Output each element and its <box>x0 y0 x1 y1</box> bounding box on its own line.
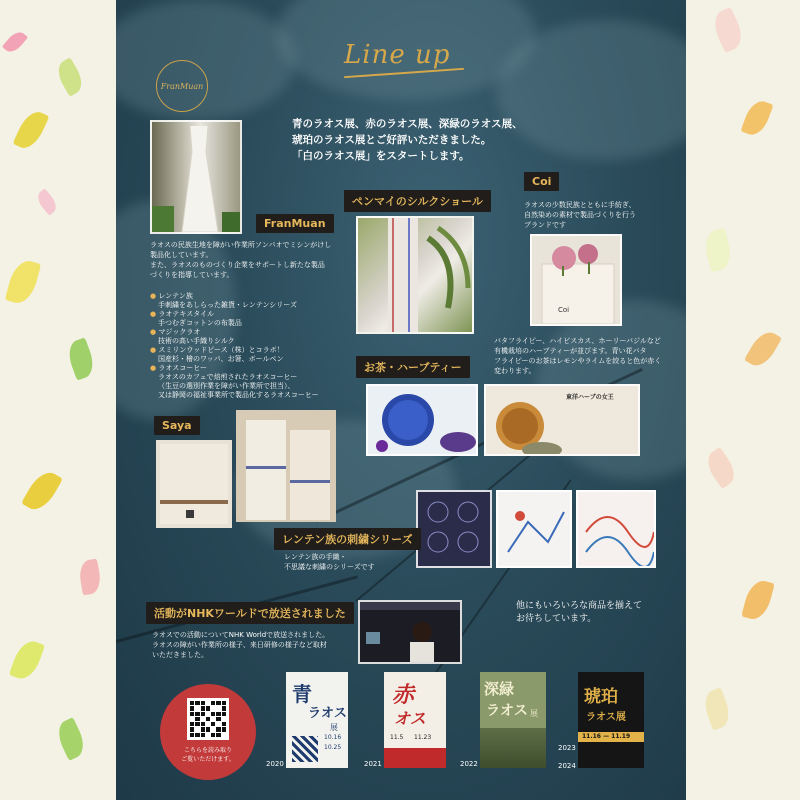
desc-line: 製品化しています。 <box>150 251 213 259</box>
exhibition-poster-green <box>480 672 546 768</box>
tea-tag: お茶・ハーブティー <box>356 356 470 378</box>
more-line: お待ちしています。 <box>516 614 597 624</box>
qr-caption-line: こちらを読み取り <box>183 747 232 754</box>
franmuan-tag: FranMuan <box>256 214 334 233</box>
silk-shawl-tag: ペンマイのシルクショール <box>344 190 491 212</box>
poster-title-part: 深緑 <box>484 680 515 698</box>
poster-title-part: 琥珀 <box>584 687 618 707</box>
desc-line: フライピーのお茶はレモンやライムを絞ると色が赤く <box>494 357 662 365</box>
right-decor-panel <box>686 0 800 800</box>
desc-line: また、ラオスのものづくり企業をサポートし新たな製品 <box>150 261 325 269</box>
desc-line: ラオスの少数民族とともに手紡ぎ、 <box>524 201 636 209</box>
poster-year: 2023 <box>558 744 576 752</box>
nhk-tag: 活動がNHKワールドで放送されました <box>146 602 354 624</box>
franmuan-item-list <box>150 292 319 400</box>
more-line: 他にもいろいろな商品を揃えて <box>516 601 643 611</box>
qr-caption <box>160 746 256 764</box>
item-sub: ラオスのカフェで焙煎されたラオスコーヒー <box>158 373 298 381</box>
desc-line: ラオスの民族生地を障がい作業所ソンパオでミシンがけし <box>150 241 332 249</box>
qr-caption-line: ご覧いただけます。 <box>181 756 235 763</box>
poster-title-part: ラオス <box>486 703 528 719</box>
coi-towel-photo <box>530 234 622 326</box>
tea-photo-caption: 東洋ハーブの女王 <box>566 394 614 401</box>
poster-year: 2024 <box>558 762 576 770</box>
intro-line: 琥珀のラオス展とご好評いただきました。 <box>292 134 492 146</box>
item-title: マジックラオ <box>158 328 201 336</box>
dress-photo <box>150 120 242 234</box>
desc-line: 自然染めの素材で製品づくりを行う <box>524 211 636 219</box>
desc-line: ラオスでの活動についてNHK Worldで放送されました。 <box>152 631 330 639</box>
desc-line: 不思議な刺繍のシリーズです <box>284 563 375 571</box>
bullet-icon: ● <box>150 310 159 318</box>
lineup-heading: Line up <box>344 40 451 70</box>
saya-tag: Saya <box>154 416 200 435</box>
lenten-tag: レンテン族の刺繍シリーズ <box>274 528 421 550</box>
item-sub: 技術の高い手織りシルク <box>158 337 235 345</box>
poster-title-part: 展 <box>330 723 338 732</box>
item-title: ラオスコーヒー <box>158 364 207 372</box>
coi-towel-label: Coi <box>558 306 570 314</box>
intro-line: 「白のラオス展」をスタートします。 <box>292 150 470 162</box>
poster-date: 11.23 <box>414 734 432 741</box>
desc-line: バタフライピー、ハイビスカス、ホーリーバジルなど <box>494 337 661 345</box>
butterfly-pea-tea-photo <box>366 384 478 456</box>
item-title: レンテン族 <box>158 292 193 300</box>
desc-line: づくりを指導しています。 <box>150 271 234 279</box>
desc-line: レンテン族の手織・ <box>284 553 347 561</box>
exhibition-poster-amber <box>578 672 644 768</box>
poster-date: 10.25 <box>324 744 342 751</box>
desc-line: いただきました。 <box>152 651 208 659</box>
bullet-icon: ● <box>150 346 159 354</box>
desc-line: ラオスの障がい作業所の様子、来日研修の様子など取材 <box>152 641 327 649</box>
item-sub: 又は静岡の福祉事業所で製品化するラオスコーヒー <box>158 391 319 399</box>
item-sub: 国産杉・檜のワッパ、お箸、ボールペン <box>158 355 284 363</box>
left-decor-panel <box>0 0 116 800</box>
poster-title-part: 赤 <box>392 683 415 708</box>
nhk-description <box>152 630 329 660</box>
lenten-photo-1 <box>416 490 492 568</box>
coi-tag: Coi <box>524 172 559 191</box>
exhibition-poster-blue <box>286 672 348 768</box>
logo-text: FranMuan <box>160 81 204 91</box>
poster-title-part: ラオス展 <box>586 712 626 723</box>
poster-title-part: オス <box>394 709 426 728</box>
poster-year: 2022 <box>460 760 478 768</box>
franmuan-logo <box>156 60 208 112</box>
poster-title-part: 展 <box>530 709 538 718</box>
saya-photo-2 <box>236 410 336 522</box>
poster-title-part: ラオス <box>308 706 347 721</box>
silk-shawl-photo <box>356 216 474 334</box>
bullet-icon: ● <box>150 328 159 336</box>
nhk-video-screenshot <box>358 600 462 664</box>
poster-date: 10.16 <box>324 734 342 741</box>
item-sub: （生豆の選別作業を障がい作業所で担当）、 <box>158 382 295 390</box>
bullet-icon: ● <box>150 364 159 372</box>
desc-line: ブランドです <box>524 221 566 229</box>
lenten-photo-2 <box>496 490 572 568</box>
intro-text <box>292 116 592 164</box>
poster-year: 2020 <box>266 760 284 768</box>
franmuan-description <box>150 240 331 280</box>
poster <box>116 0 686 800</box>
item-title: スミリンウッドピース（株）とコラボ！ <box>158 346 284 354</box>
coi-description <box>524 200 636 230</box>
lenten-description <box>284 552 375 572</box>
poster-year: 2021 <box>364 760 382 768</box>
more-products-text <box>516 600 676 626</box>
desc-line: 有機栽培のハーブティーが並びます。青い花バタ <box>494 347 647 355</box>
poster-date: 11.16 — 11.19 <box>582 733 631 740</box>
intro-line: 青のラオス展、赤のラオス展、深緑のラオス展、 <box>292 118 523 130</box>
bullet-icon: ● <box>150 292 159 300</box>
exhibition-poster-red <box>384 672 446 768</box>
desc-line: 変わります。 <box>494 367 536 375</box>
poster-date: 11.5 <box>390 734 404 741</box>
item-sub: 手刺繍をあしらった雑貨・レンテンシリーズ <box>158 301 297 309</box>
item-sub: 手つむぎコットンの布製品 <box>158 319 242 327</box>
qr-badge[interactable] <box>160 684 256 780</box>
saya-photo-1 <box>156 440 232 528</box>
lenten-photo-3 <box>576 490 656 568</box>
qr-code[interactable] <box>187 698 229 740</box>
item-title: ラオテキスタイル <box>158 310 215 318</box>
poster-title-part: 青 <box>292 682 312 706</box>
herbal-tea-photo <box>484 384 640 456</box>
tea-description <box>494 336 661 376</box>
